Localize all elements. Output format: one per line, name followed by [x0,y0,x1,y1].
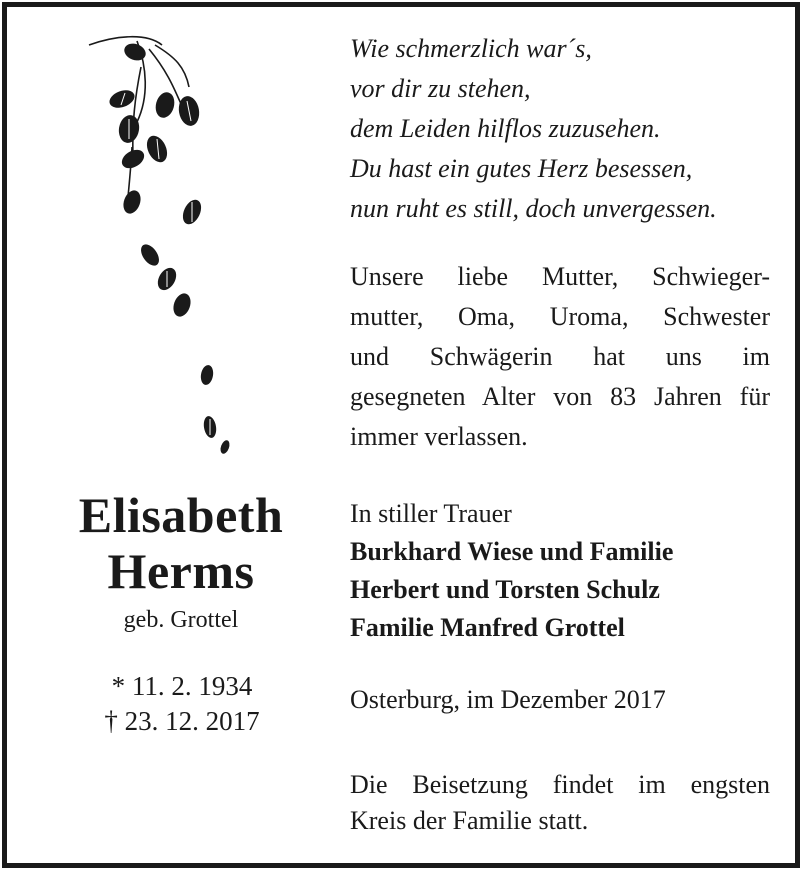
message-line: mutter, Oma, Uroma, Schwester [350,302,770,331]
poem-line: vor dir zu stehen, [350,74,531,103]
funeral-note [350,767,770,839]
deceased-last-name: Herms [107,543,255,599]
funeral-line: Die Beisetzung findet im engsten [350,770,770,799]
maiden-name: geb. Grottel [123,607,239,633]
mourners-block [350,495,770,647]
obituary-notice [2,2,800,868]
birth-date: * 11. 2. 1934 [111,671,253,701]
mourner-name: Familie Manfred Grottel [350,613,625,642]
deceased-first-name: Elisabeth [78,487,284,543]
poem-line: Wie schmerzlich war´s, [350,34,592,63]
message-line: immer verlassen. [350,422,528,451]
message-line: Unsere liebe Mutter, Schwieger- [350,262,770,291]
message-line: und Schwägerin hat uns im [350,342,770,371]
poem [350,29,770,229]
mourner-name: Herbert und Torsten Schulz [350,575,660,604]
poem-line: dem Leiden hilflos zuzusehen. [350,114,661,143]
place-date: Osterburg, im Dezember 2017 [350,685,666,714]
falling-leaves-icon [77,27,247,467]
mourner-name: Burkhard Wiese und Familie [350,537,674,566]
death-date: † 23. 12. 2017 [104,706,260,736]
poem-line: Du hast ein gutes Herz besessen, [350,154,693,183]
funeral-line: Kreis der Familie statt. [350,806,589,835]
mourners-intro: In stiller Trauer [350,499,512,528]
death-message [350,257,770,457]
message-line: gesegneten Alter von 83 Jahren für [350,382,770,411]
poem-line: nun ruht es still, doch unvergessen. [350,194,717,223]
